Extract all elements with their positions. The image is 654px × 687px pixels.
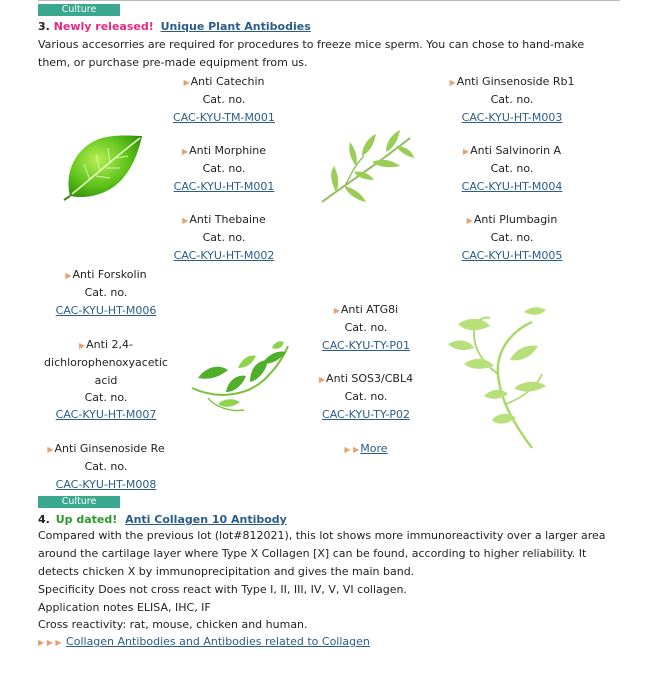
updated-badge: Up dated! [55, 513, 118, 526]
section-number: 4. [38, 513, 50, 526]
product-name: Anti Catechin [190, 75, 265, 88]
product-code-link[interactable]: CAC-KYU-TM-M001 [173, 110, 275, 124]
product-item [160, 73, 288, 126]
arrow-icon: ▶ [79, 341, 86, 350]
more-link[interactable]: More [360, 442, 388, 455]
product-item [300, 370, 432, 423]
product-name: Anti SOS3/CBL4 [326, 372, 414, 385]
product-code-link[interactable]: CAC-KYU-HT-M008 [55, 477, 157, 491]
application-text: Application notes ELISA, IHC, IF [38, 601, 211, 614]
product-name: Anti Ginsenoside Rb1 [456, 75, 575, 88]
green-leaf-image [62, 132, 144, 202]
product-item [36, 336, 176, 423]
more-item [300, 440, 432, 458]
arrow-icon: ▶ [65, 271, 72, 280]
collagen-link-row [38, 633, 370, 652]
product-code-link[interactable]: CAC-KYU-TY-P01 [322, 338, 410, 352]
product-name: Anti ATG8i [340, 303, 399, 316]
cat-label: Cat. no. [202, 93, 246, 107]
product-code-link[interactable]: CAC-KYU-TY-P02 [322, 407, 410, 421]
product-name: Anti Forskolin [72, 268, 147, 281]
cat-label: Cat. no. [344, 321, 388, 335]
arrow-icon: ▶ ▶ ▶ [38, 638, 62, 647]
arrow-icon: ▶ ▶ [344, 445, 360, 454]
product-item [38, 440, 174, 493]
new-badge: Newly released! [53, 20, 154, 33]
vine-leaves-image [188, 338, 292, 416]
product-code-link[interactable]: CAC-KYU-HT-M005 [461, 248, 563, 262]
arrow-icon: ▶ [181, 147, 189, 156]
section-3-description: Various accesorries are required for procedures to freeze mice sperm. You can chose to hand-make them, or purchase pre-made equipment from us. [38, 38, 585, 69]
product-code-link[interactable]: CAC-KYU-HT-M002 [173, 248, 275, 262]
cat-label: Cat. no. [490, 93, 534, 107]
product-name: Anti Morphine [189, 144, 266, 157]
section-4-heading [38, 513, 287, 526]
curly-vine-image [444, 304, 552, 452]
specificity-text: Specificity Does not cross react with Type I, II, III, IV, V, VI collagen. [38, 583, 407, 596]
bamboo-leaves-image [316, 128, 416, 210]
section-4-description: Compared with the previous lot (lot#812021), this lot shows more immunoreactivity over a larger area around the cartilage layer where Type X Collagen [X] can be found, according to higher reliability. It detects chicken X by immunoprecipitation and gives the main band. [38, 529, 606, 578]
product-code-link[interactable]: CAC-KYU-HT-M006 [55, 303, 157, 317]
product-code-link[interactable]: CAC-KYU-HT-M003 [461, 110, 563, 124]
top-divider [38, 0, 620, 1]
product-name: Anti Thebaine [189, 213, 266, 226]
product-name: Anti Plumbagin [473, 213, 558, 226]
cat-label: Cat. no. [202, 231, 246, 245]
arrow-icon: ▶ [182, 216, 189, 225]
cat-label: Cat. no. [84, 390, 128, 404]
section-4-title-link[interactable]: Anti Collagen 10 Antibody [125, 513, 287, 526]
product-item [418, 73, 606, 126]
culture-tag: Culture [38, 4, 120, 16]
product-name: Anti Salvinorin A [470, 144, 562, 157]
cat-label: Cat. no. [84, 460, 128, 474]
section-3-title-link[interactable]: Unique Plant Antibodies [160, 20, 311, 33]
culture-tag: Culture [38, 496, 120, 508]
arrow-icon: ▶ [183, 78, 190, 87]
product-item [418, 142, 606, 195]
product-item [300, 301, 432, 354]
cross-reactivity-text: Cross reactivity: rat, mouse, chicken and human. [38, 618, 308, 631]
cat-label: Cat. no. [490, 231, 534, 245]
arrow-icon: ▶ [449, 78, 456, 87]
product-item [160, 142, 288, 195]
cat-label: Cat. no. [490, 162, 534, 176]
collagen-antibodies-link[interactable]: Collagen Antibodies and Antibodies related to Collagen [66, 635, 370, 648]
product-name: Anti Ginsenoside Re [54, 442, 165, 455]
product-item [38, 266, 174, 319]
arrow-icon: ▶ [333, 306, 340, 315]
product-name: Anti 2,4-dichlorophenoxyacetic acid [44, 338, 168, 387]
cat-label: Cat. no. [84, 286, 128, 300]
cat-label: Cat. no. [202, 162, 246, 176]
product-item [418, 211, 606, 264]
product-item [160, 211, 288, 264]
cat-label: Cat. no. [344, 390, 388, 404]
arrow-icon: ▶ [466, 216, 473, 225]
arrow-icon: ▶ [462, 147, 470, 156]
product-code-link[interactable]: CAC-KYU-HT-M007 [55, 408, 157, 422]
product-code-link[interactable]: CAC-KYU-HT-M001 [173, 179, 275, 193]
section-3-heading [38, 20, 311, 33]
arrow-icon: ▶ [318, 375, 326, 384]
product-code-link[interactable]: CAC-KYU-HT-M004 [461, 179, 563, 193]
arrow-icon: ▶ [47, 445, 54, 454]
section-number: 3. [38, 20, 50, 33]
